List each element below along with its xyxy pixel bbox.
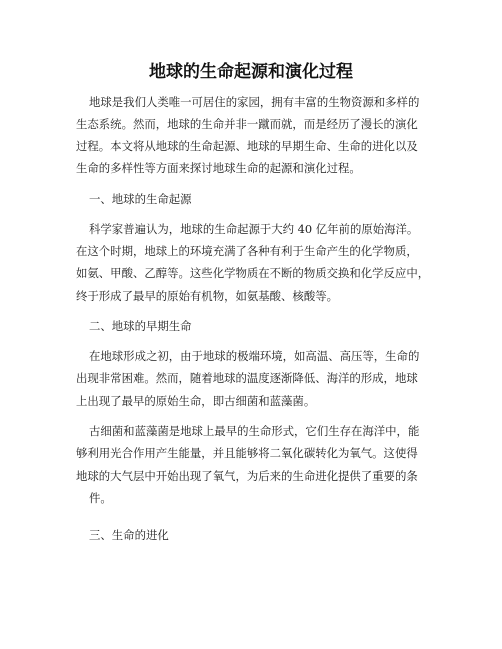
paragraph-3-line-2: 出现非常困难。然而，随着地球的温度逐渐降低、海洋的形成，地球 xyxy=(76,371,418,385)
paragraph-3-line-1: 在地球形成之初，由于地球的极端环境，如高温、高压等，生命的 xyxy=(89,349,420,363)
paragraph-4-line-1: 古细菌和蓝藻菌是地球上最早的生命形式，它们生存在海洋中，能 xyxy=(89,424,420,438)
paragraph-3-line-3: 上出现了最早的原始生命，即古细菌和蓝藻菌。 xyxy=(76,394,316,408)
section-heading-3: 三、生命的进化 xyxy=(89,528,169,542)
section-heading-2: 二、地球的早期生命 xyxy=(89,319,192,333)
document-title: 地球的生命起源和演化过程 xyxy=(149,62,353,82)
paragraph-4-line-4: 件。 xyxy=(89,491,112,505)
paragraph-2-line-4: 终于形成了最早的原始有机物，如氨基酸、核酸等。 xyxy=(76,289,338,303)
paragraph-1-line-1: 地球是我们人类唯一可居住的家园，拥有丰富的生物资源和多样的 xyxy=(89,95,420,109)
paragraph-1-line-4: 生命的多样性等方面来探讨地球生命的起源和演化过程。 xyxy=(76,161,361,175)
paragraph-2-line-2: 在这个时期，地球上的环境充满了各种有利于生命产生的化学物质， xyxy=(76,244,418,258)
section-heading-1: 一、地球的生命起源 xyxy=(89,192,192,206)
paragraph-4-line-2: 够利用光合作用产生能量，并且能够将二氧化碳转化为氧气。这使得 xyxy=(76,446,418,460)
paragraph-2-line-1: 科学家普遍认为，地球的生命起源于大约 40 亿年前的原始海洋。 xyxy=(89,222,419,236)
paragraph-1-line-2: 生态系统。然而，地球的生命并非一蹴而就，而是经历了漫长的演化 xyxy=(76,117,418,131)
paragraph-1-line-3: 过程。本文将从地球的生命起源、地球的早期生命、生命的进化以及 xyxy=(76,139,418,153)
paragraph-2-line-3: 如氨、甲酸、乙醇等。这些化学物质在不断的物质交换和化学反应中， xyxy=(76,266,430,280)
paragraph-4-line-3: 地球的大气层中开始出现了氧气，为后来的生命进化提供了重要的条 xyxy=(76,469,418,483)
